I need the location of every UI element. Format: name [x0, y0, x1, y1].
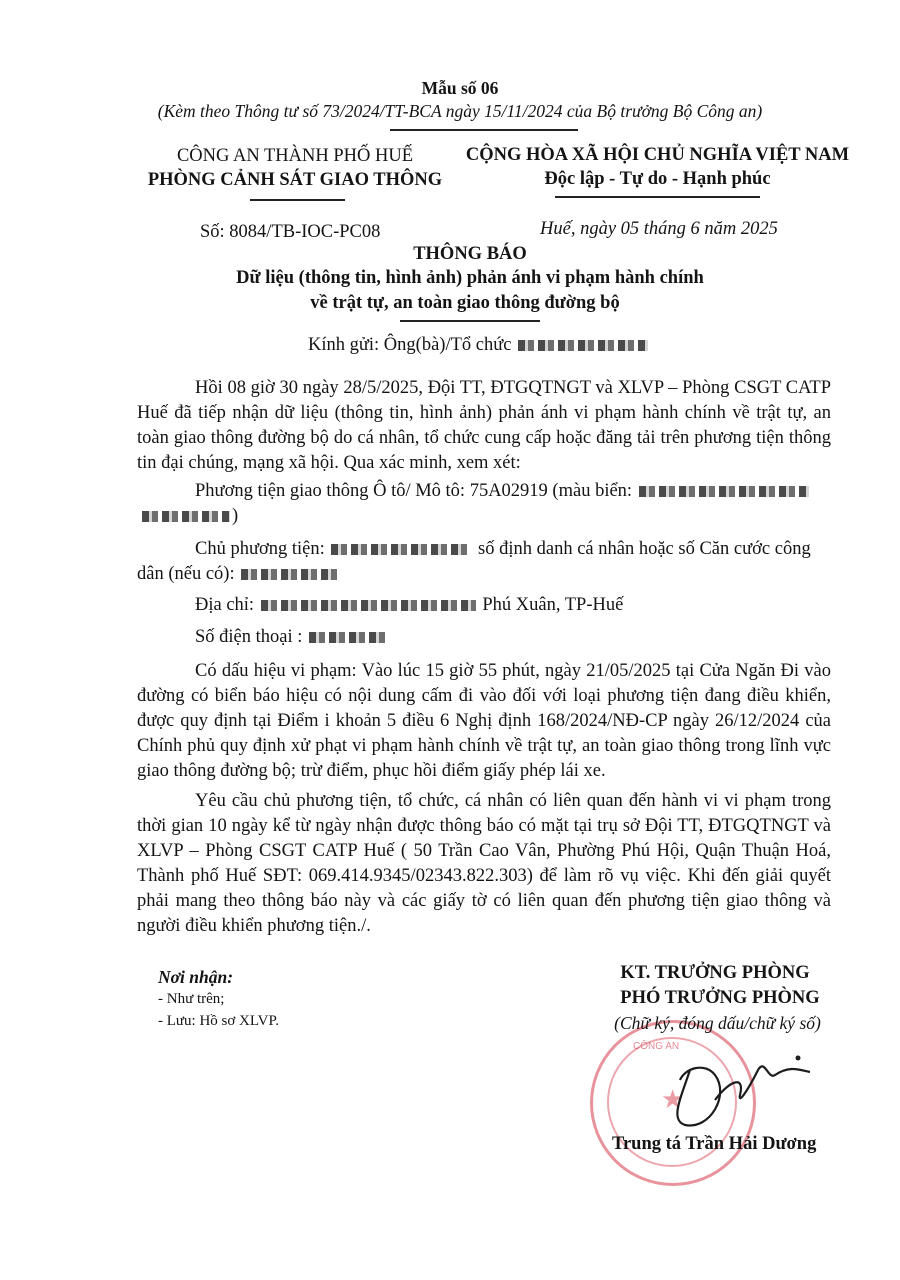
- place-date: Huế, ngày 05 tháng 6 năm 2025: [540, 219, 778, 239]
- signature-stroke: [677, 1068, 720, 1126]
- vehicle-line: [195, 481, 811, 502]
- document-subtitle: Dữ liệu (thông tin, hình ảnh) phản ánh vi phạm hành chính: [236, 268, 704, 288]
- redacted-plate-color: [639, 486, 809, 497]
- paragraph-request: Yêu cầu chủ phương tiện, tổ chức, cá nhân có liên quan đến hành vi vi phạm trong thời gian 10 ngày kể từ ngày nhận được thông báo có mặt tại trụ sở Đội TT, ĐTGQTNGT và XLVP – Phòng CSGT CATP Huế ( 50 Trần Cao Vân, Phường Phú Hội, Quận Thuận Hoá, Thành phố Huế SĐT: 069.414.9345/02343.822.303) để làm rõ vụ việc. Khi đến giải quyết phải mang theo thông báo này và các giấy tờ có liên quan đến phương tiện giao thông và người điều khiển phương tiện./.: [137, 791, 831, 936]
- form-number: Mẫu số 06: [421, 78, 499, 98]
- vehicle-close: ): [232, 506, 239, 526]
- vehicle-line-2: [140, 506, 238, 527]
- address-label: Địa chỉ:: [195, 595, 255, 615]
- redacted-address: [261, 600, 476, 611]
- redacted-phone: [309, 632, 389, 643]
- form-reference: (Kèm theo Thông tư số 73/2024/TT-BCA ngày 15/11/2024 của Bộ trưởng Bộ Công an): [157, 101, 763, 121]
- phone-label: Số điện thoại :: [195, 627, 303, 647]
- document-subtitle-line2: về trật tự, an toàn giao thông đường bộ: [310, 293, 620, 313]
- owner-id-label: số định danh cá nhân hoặc số Căn cước công: [478, 539, 811, 559]
- recipient-line: [308, 335, 650, 356]
- seal-star-icon: ★: [661, 1085, 685, 1114]
- owner-id-line: [137, 564, 343, 585]
- redacted-plate-color-cont: [142, 511, 230, 522]
- redacted-id: [241, 569, 341, 580]
- motto-underline: [555, 196, 760, 198]
- divider: [390, 129, 578, 131]
- address-tail: Phú Xuân, TP-Huế: [482, 595, 624, 615]
- signature-dot: [796, 1056, 801, 1061]
- paragraph-receipt: Hồi 08 giờ 30 ngày 28/5/2025, Đội TT, ĐTGQTNGT và XLVP – Phòng CSGT CATP Huế đã tiếp nhận dữ liệu (thông tin, hình ảnh) phản ánh vi phạm hành chính về trật tự, an toàn giao thông đường bộ do cá nhân, tổ chức cung cấp hoặc đăng tải trên phương tiện thông tin đại chúng, mạng xã hội. Qua xác minh, xem xét:: [137, 378, 831, 473]
- recipient-label: Kính gửi: Ông(bà)/Tổ chức: [308, 335, 512, 355]
- redacted-name: [518, 340, 648, 351]
- recipients-item: - Như trên;: [158, 991, 225, 1007]
- recipients-item: - Lưu: Hồ sơ XLVP.: [158, 1013, 279, 1029]
- owner-line: [195, 539, 811, 560]
- document-title: THÔNG BÁO: [413, 244, 527, 264]
- document-number: Số: 8084/TB-IOC-PC08: [200, 222, 381, 242]
- signature-note: (Chữ ký, đóng dấu/chữ ký số): [614, 1013, 821, 1033]
- phone-line: [195, 627, 391, 648]
- paragraph-violation: Có dấu hiệu vi phạm: Vào lúc 15 giờ 55 phút, ngày 21/05/2025 tại Cửa Ngăn Đi vào đường có biển báo hiệu có nội dung cấm đi vào đối với loại phương tiện đang điều khiển, được quy định tại Điểm i khoản 5 điều 6 Nghị định 168/2024/NĐ-CP ngày 26/12/2024 của Chính phủ quy định xử phạt vi phạm hành chính về trật tự, an toàn giao thông trong lĩnh vực giao thông đường bộ; trừ điểm, phục hồi điểm giấy phép lái xe.: [137, 661, 831, 781]
- owner-label: Chủ phương tiện:: [195, 539, 325, 559]
- department-name: PHÒNG CẢNH SÁT GIAO THÔNG: [147, 170, 443, 190]
- signature-stroke: [715, 1066, 810, 1100]
- address-line: [195, 595, 623, 616]
- recipients-label: Nơi nhận:: [158, 967, 234, 987]
- redacted-owner: [331, 544, 471, 555]
- agency-name: CÔNG AN THÀNH PHỐ HUẾ: [176, 146, 414, 166]
- signer-name: Trung tá Trần Hải Dương: [612, 1134, 817, 1154]
- owner-id-label-cont: dân (nếu có):: [137, 564, 235, 584]
- divider: [250, 199, 345, 201]
- country-name: CỘNG HÒA XÃ HỘI CHỦ NGHĨA VIỆT NAM: [465, 145, 850, 165]
- motto: Độc lập - Tự do - Hạnh phúc: [544, 169, 771, 189]
- divider: [400, 320, 540, 322]
- signature-subtitle: PHÓ TRƯỞNG PHÒNG: [620, 988, 820, 1008]
- seal-text: CÔNG AN: [633, 1041, 680, 1052]
- vehicle-label: Phương tiện giao thông Ô tô/ Mô tô: 75A02919 (màu biển:: [195, 481, 633, 501]
- handwritten-signature: [640, 1040, 830, 1135]
- signature-title: KT. TRƯỞNG PHÒNG: [620, 963, 810, 983]
